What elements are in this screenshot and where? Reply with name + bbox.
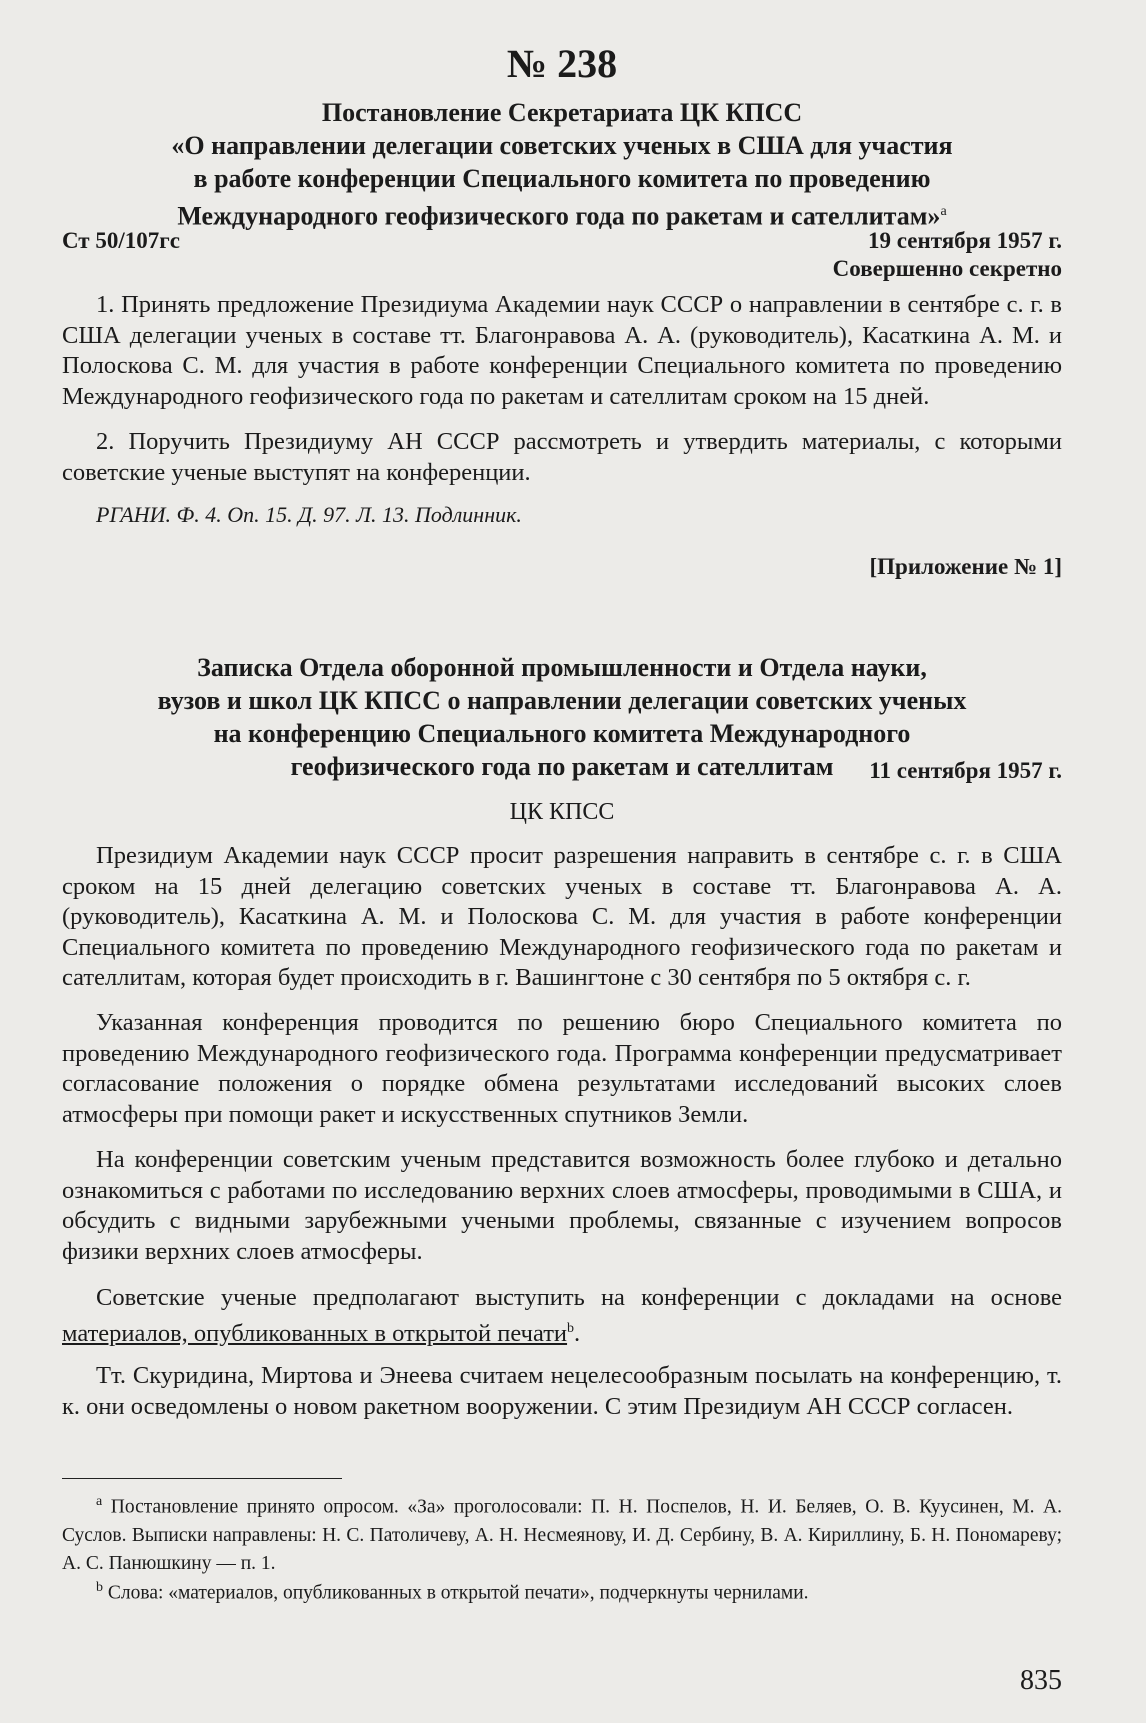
title-line: Постановление Секретариата ЦК КПСС <box>321 98 803 127</box>
reference-code: Ст 50/107гс <box>62 228 180 253</box>
appendix-paragraph: Тт. Скуридина, Миртова и Энеева считаем нецелесообразным посылать на конференцию, т. к. они осведомлены о новом ракетном вооружении. С этим Президиум АН СССР согласен. <box>62 1362 1062 1420</box>
appendix-paragraph: На конференции советским ученым представится возможность более глубоко и детально ознакомиться с работами по исследованию верхних слоев атмосферы, проводимыми в США, и обсудить с видными зарубежными учеными проблемы, связанные с изучением вопросов физики верхних слоев атмосферы. <box>62 1146 1062 1265</box>
appendix-paragraph <box>62 1283 1062 1349</box>
addressee: ЦК КПСС <box>509 799 615 825</box>
footnote-text: Слова: «материалов, опубликованных в открытой печати», подчеркнуты чернилами. <box>103 1582 809 1604</box>
footnote <box>62 1488 1062 1578</box>
resolution-point-1: 1. Принять предложение Президиума Академии наук СССР о направлении в сентябре с. г. в США делегации ученых в составе тт. Благонравова А. А. (руководитель), Касаткина А. М. и Полоскова С. М. для участия в работе конференции Специального комитета по проведению Международного геофизического года по ракетам и сателлитам сроком на 15 дней. <box>62 291 1062 410</box>
footnote-mark: a <box>940 204 947 219</box>
appendix-label: [Приложение № 1] <box>869 554 1062 579</box>
footnote <box>62 1574 1062 1608</box>
title-line: на конференцию Специального комитета Международного <box>213 719 911 748</box>
appendix-paragraph: Указанная конференция проводится по решению бюро Специального комитета по проведению Международного геофизического года. Программа конференции предусматривает согласование положения о порядке обмена результатами исследований высоких слоев атмосферы при помощи ракет и искусственных спутников Земли. <box>62 1009 1062 1128</box>
title-line: «О направлении делегации советских ученых в США для участия <box>171 131 953 160</box>
underlined-phrase: материалов, опубликованных в открытой печати <box>62 1319 568 1347</box>
footnote-mark: b <box>96 1580 103 1595</box>
footnote-text: Постановление принято опросом. «За» проголосовали: П. Н. Поспелов, Н. И. Беляев, О. В. Куусинен, М. А. Суслов. Выписки направлены: Н. С. Патоличеву, А. Н. Несмеянову, И. Д. Сербину, В. А. Кириллину, Б. Н. Пономареву; А. С. Панюшкину — п. 1. <box>62 1496 1062 1574</box>
footnote-mark: b <box>567 1320 575 1336</box>
footnote-divider <box>62 1478 342 1479</box>
classification-label: Совершенно секретно <box>832 256 1062 281</box>
paragraph-text: . <box>574 1319 581 1347</box>
document-title <box>62 96 1062 233</box>
document-number: № 238 <box>506 41 618 86</box>
title-line: в работе конференции Специального комитета по проведению <box>193 164 931 193</box>
title-line: геофизического года по ракетам и сателлитам <box>290 752 834 781</box>
appendix-paragraph: Президиум Академии наук СССР просит разрешения направить в сентябре с. г. в США сроком на 15 дней делегацию советских ученых в составе тт. Благонравова А. А. (руководитель), Касаткина А. М. и Полоскова С. М. для участия в работе конференции Специального комитета по проведению Международного геофизического года по ракетам и сателлитам, которая будет происходить в г. Вашингтоне с 30 сентября по 5 октября с. г. <box>62 842 1062 991</box>
paragraph-text: Советские ученые предполагают выступить на конференции с докладами на основе <box>96 1284 1062 1311</box>
resolution-point-2: 2. Поручить Президиуму АН СССР рассмотреть и утвердить материалы, с которыми советские ученые выступят на конференции. <box>62 428 1062 486</box>
title-line: вузов и школ ЦК КПСС о направлении делегации советских ученых <box>157 686 967 715</box>
appendix-date: 11 сентября 1957 г. <box>869 758 1062 783</box>
title-line <box>62 195 1062 233</box>
archive-source: РГАНИ. Ф. 4. Оп. 15. Д. 97. Л. 13. Подлинник. <box>96 502 522 527</box>
page-number: 835 <box>1020 1665 1062 1696</box>
title-line: Записка Отдела оборонной промышленности и Отдела науки, <box>197 653 927 682</box>
footnote-mark: a <box>96 1494 103 1509</box>
title-line-text: Международного геофизического года по ракетам и сателлитам» <box>177 201 941 231</box>
document-date: 19 сентября 1957 г. <box>868 228 1062 253</box>
